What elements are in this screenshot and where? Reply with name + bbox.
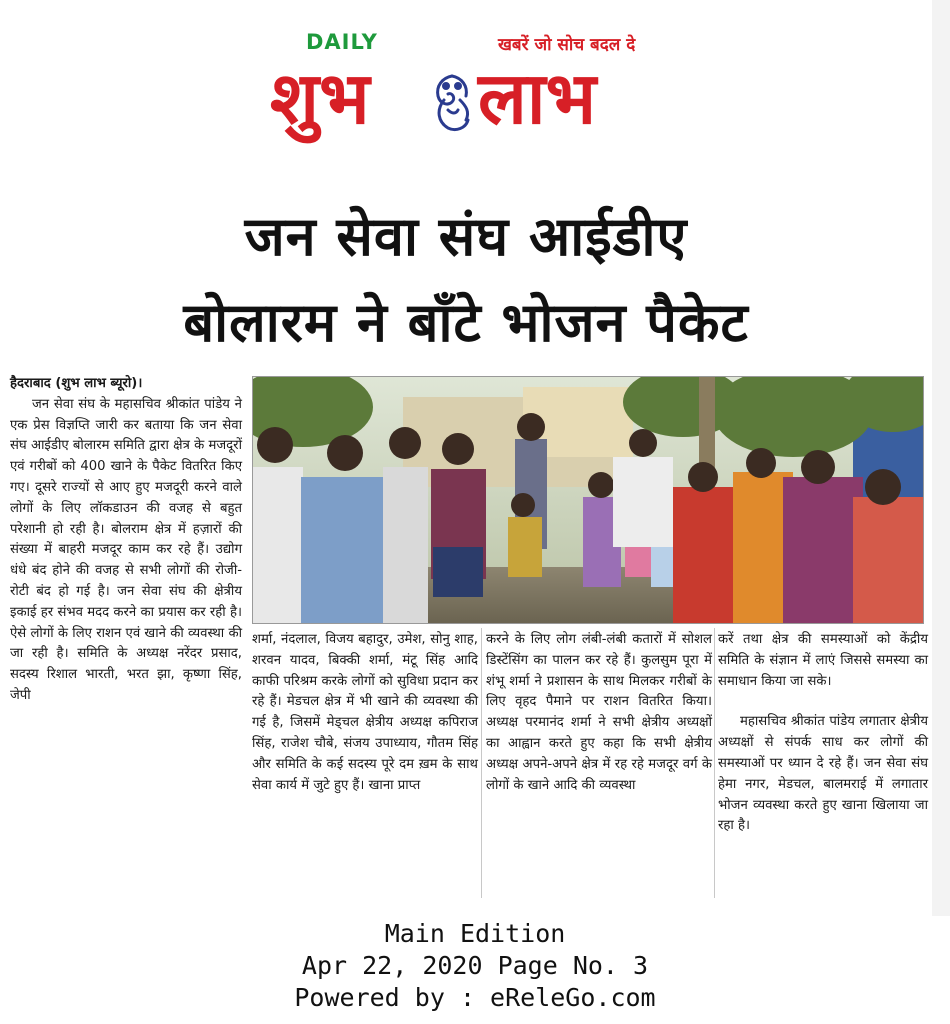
column-divider [481,628,482,898]
edition-footer [0,918,950,1014]
powered-by: Powered by : eReleGo.com [294,983,656,1012]
headline-line-2: बोलारम ने बाँटे भोजन पैकेट [183,291,749,354]
edition-name: Main Edition [384,919,566,948]
masthead-title-shubh: शुभ [270,56,370,140]
headline [10,194,922,366]
photo-food-distribution [253,377,924,624]
headline-line-1: जन सेवा संघ आईडीए [244,205,688,268]
article-paragraph: करने के लिए लोग लंबी-लंबी कतारों में सोशल डिस्टेंसिंग का पालन कर रहे हैं। कुलसुम पूरा में शंभू शर्मा ने प्रशासन के साथ मिलकर गरीबों के लिए वृहद पैमाने पर राशन वितरित किया। अध्यक्ष परमानंद शर्मा ने सभी क्षेत्रीय अध्यक्षों का आह्वान करते हुए कहा कि सभी क्षेत्रीय अध्यक्ष अपने-अपने क्षेत्र में रह रहे मजदूर वर्ग के लोगों के खाने आदि की व्यवस्था [486,632,712,793]
article-paragraph: महासचिव श्रीकांत पांडेय लगातार क्षेत्रीय अध्यक्षों से संपर्क साध कर लोगों की समस्याओं पर ध्यान दे रहे हैं। जन सेवा संघ हेमा नगर, मेडचल, बालमराई में लगातार भोजन व्यवस्था करते हुए खाना खिलाया जा रहा है। [718,714,928,834]
article-column-4 [718,630,928,837]
edition-date-page: Apr 22, 2020 Page No. 3 [301,951,649,980]
article-paragraph: करें तथा क्षेत्र की समस्याओं को केंद्रीय समिति के संज्ञान में लाएं जिससे समस्या का समाधान किया जा सके। [718,632,928,689]
masthead-title-labh: लाभ [478,56,597,140]
masthead-tagline: खबरें जो सोच बदल दे [498,35,636,55]
ganesha-emblem-icon [422,70,482,136]
column-divider [714,628,715,898]
article-paragraph: शर्मा, नंदलाल, विजय बहादुर, उमेश, सोनु शाह, शरवन यादव, बिक्की शर्मा, मंटू सिंह आदि काफी परिश्रम करके लोगों को सुविधा प्रदान कर रहे हैं। मेडचल क्षेत्र में भी खाने की व्यवस्था की गई है, जिसमें मेड्चल क्षेत्रीय अध्यक्ष कपिराज सिंह, राजेश चौबे, संजय उपाध्याय, गौतम सिंह और समिति के कई सदस्य पूरे दम ख़म के साथ सेवा कार्य में जुटे हुए हैं। खाना प्राप्त [252,632,478,793]
masthead [270,22,670,152]
clipping-edge [932,0,950,916]
dateline: हैदराबाद (शुभ लाभ ब्यूरो)। [10,376,143,391]
article-column-3 [486,630,712,796]
article-column-1 [10,374,242,707]
news-photo [252,376,924,624]
masthead-daily-label: DAILY [306,30,378,54]
article-column-2 [252,630,478,796]
article-paragraph: जन सेवा संघ के महासचिव श्रीकांत पांडेय ने एक प्रेस विज्ञप्ति जारी कर बताया कि जन सेवा संघ आईडीए बोलारम समिति द्वारा क्षेत्र के मजदूरों एवं गरीबों को 400 खाने के पैकेट वितरित किए गए। दूसरे राज्यों से आए हुए मजदूरी करने वाले लोगों के लिए लॉकडाउन की वजह से बहुत परेशानी हो रही है। बोलराम क्षेत्र में हज़ारों की संख्या में बाहरी मजदूर काम कर रहे हैं। उद्योग धंधे बंद होने की वजह से सभी लोगों की रोजी-रोटी बंद हो गई है। जन सेवा संघ की क्षेत्रीय इकाई हर संभव मदद करने का प्रयास कर रही है। ऐसे लोगों के लिए राशन एवं खाने की व्यवस्था की जा रही है। समिति के अध्यक्ष नरेंदर प्रसाद, सदस्य रिशाल भारती, भरत झा, कृष्णा सिंह, जेपी [10,396,242,703]
